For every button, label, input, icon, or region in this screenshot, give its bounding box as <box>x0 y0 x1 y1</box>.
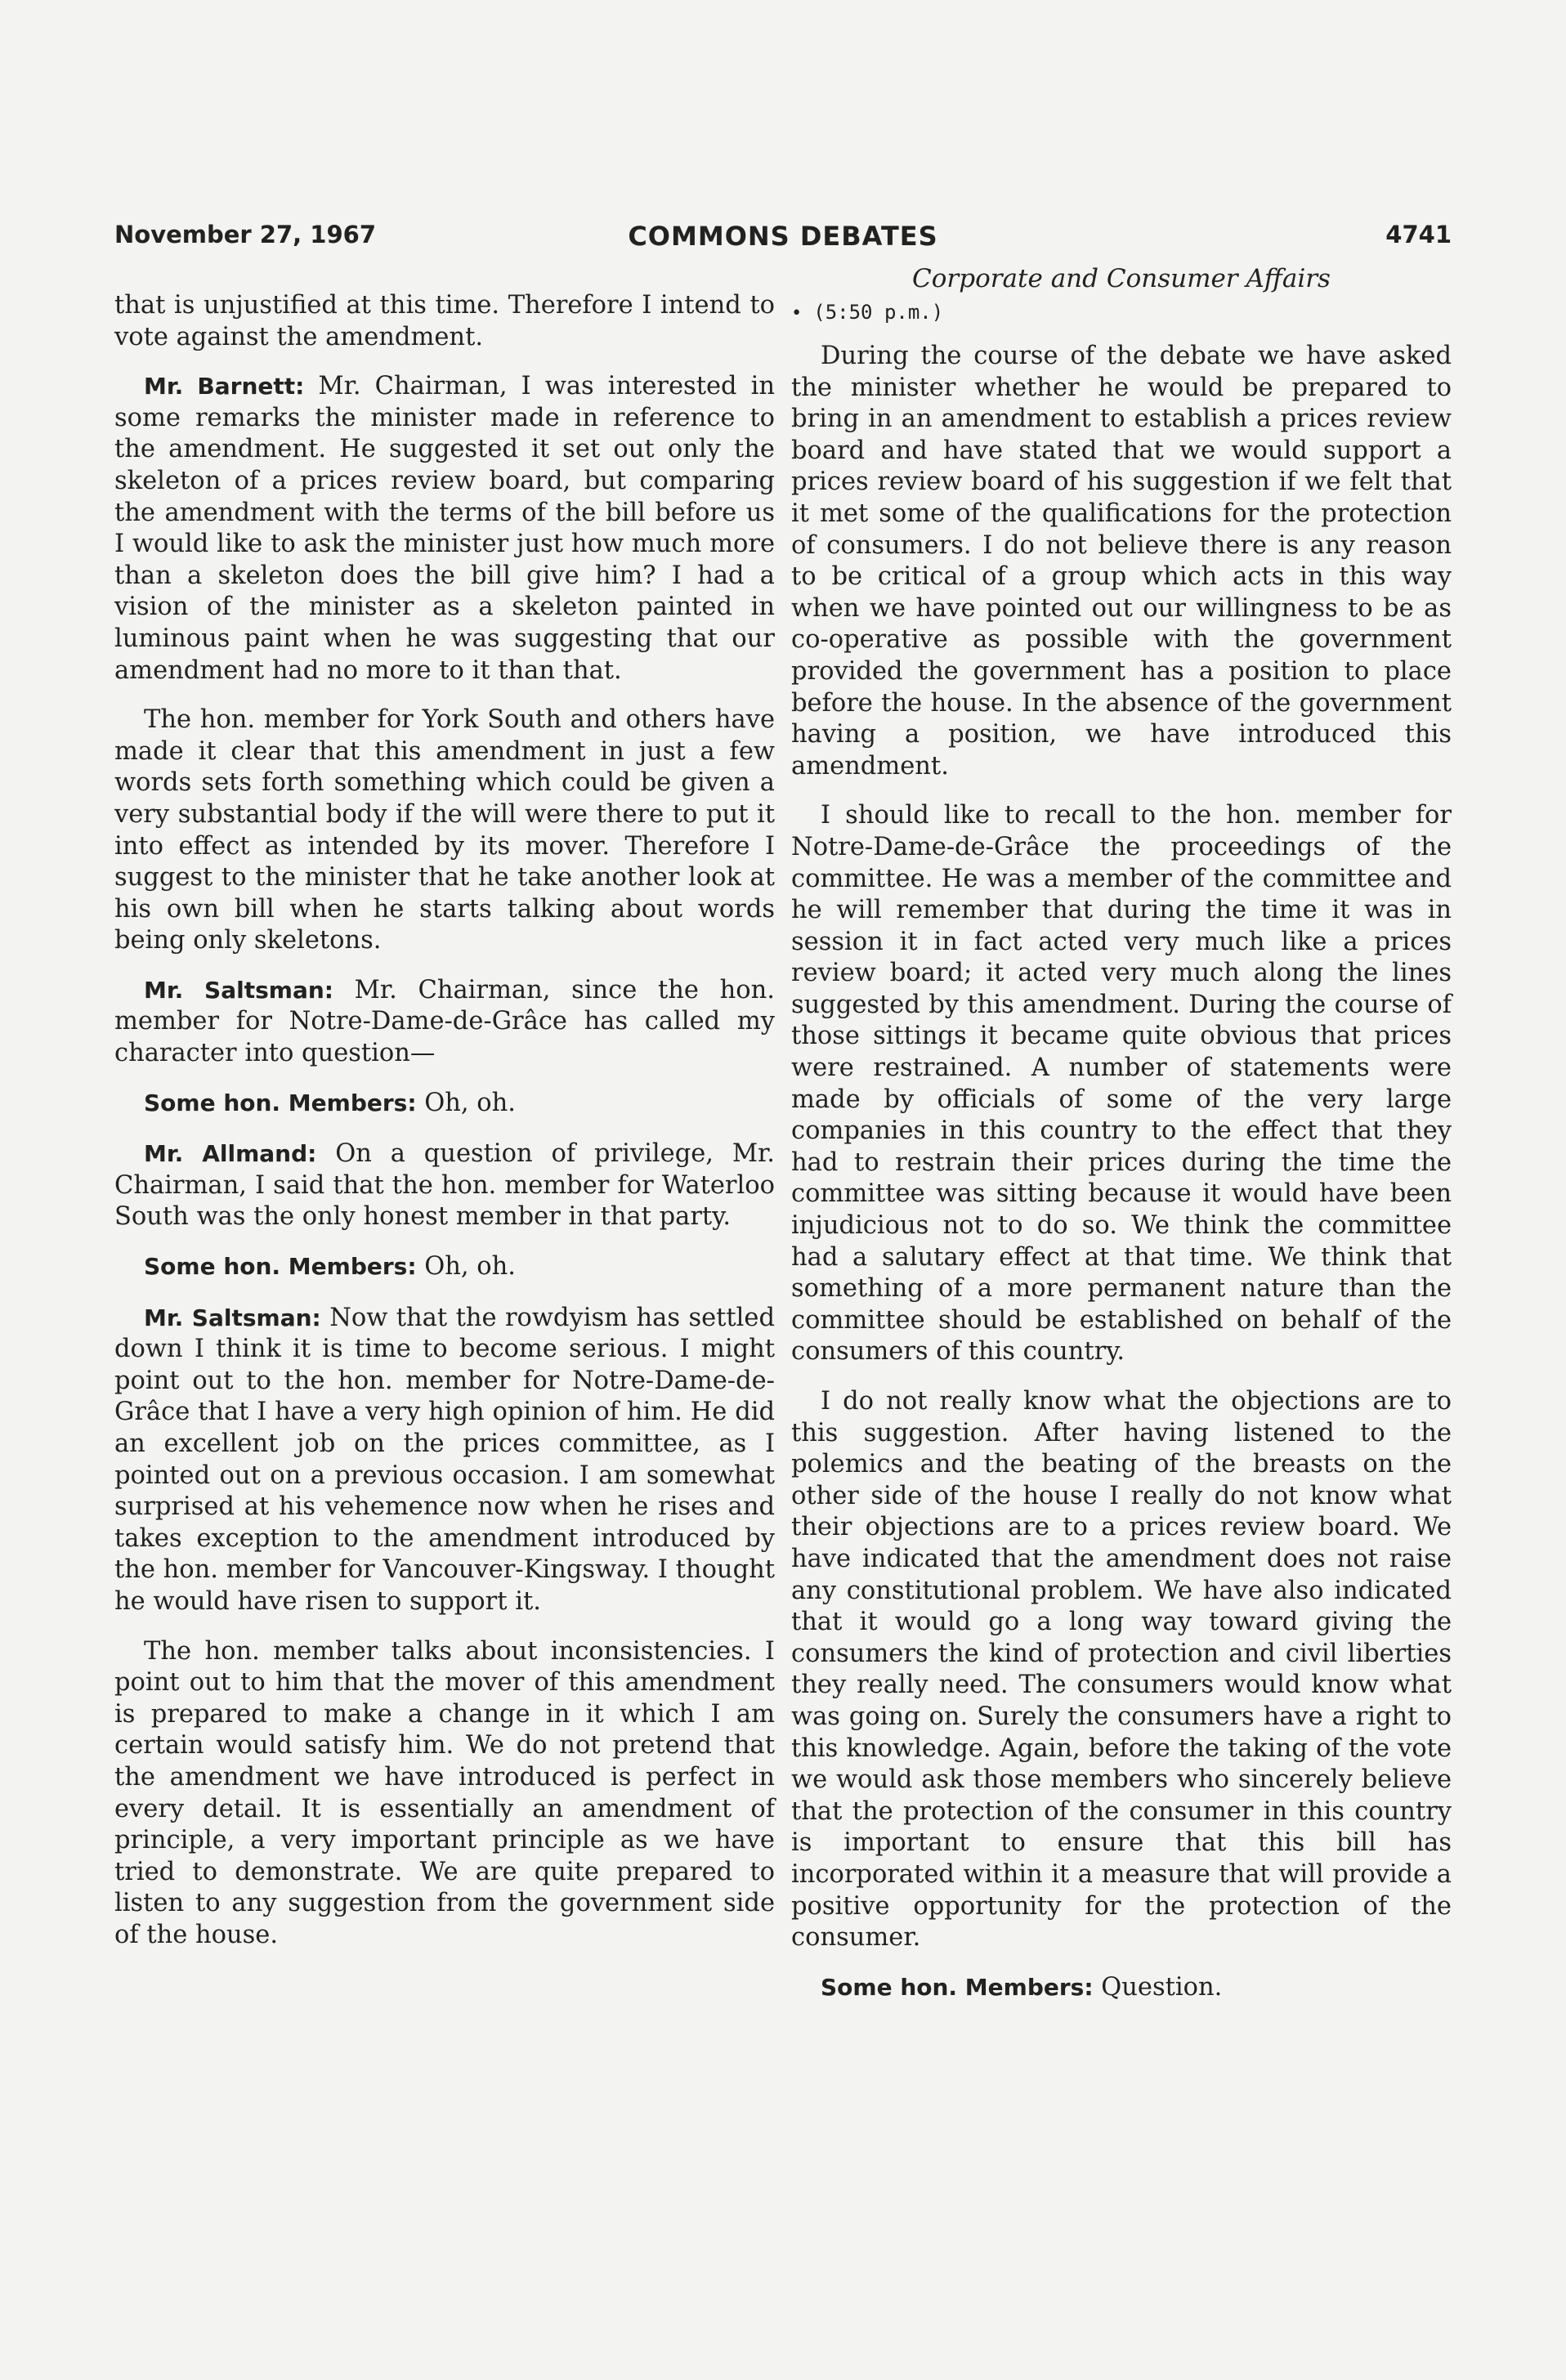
paragraph-text: Mr. Chairman, since the hon. member for Notre-Dame-de-Grâce has called my character into question— <box>114 975 775 1068</box>
paragraph-text: On a question of privilege, Mr. Chairman, I said that the hon. member for Waterloo South was the only honest member in that party. <box>114 1139 775 1232</box>
paragraph-text: that is unjustified at this time. Therefore I intend to vote against the amendment. <box>114 291 775 351</box>
paragraph-text: Oh, oh. <box>424 1088 516 1117</box>
time-stamp <box>791 298 1452 328</box>
speaker-name: Some hon. Members: <box>144 1089 417 1116</box>
paragraph <box>114 371 775 687</box>
paragraph <box>114 705 775 957</box>
paragraph <box>114 1303 775 1618</box>
speaker-name: Some hon. Members: <box>821 1973 1094 2001</box>
paragraph <box>114 1251 775 1283</box>
header-date: November 27, 1967 <box>114 221 376 248</box>
paragraph <box>791 1972 1452 2004</box>
paragraph <box>791 341 1452 782</box>
page-number: 4741 <box>1385 221 1452 248</box>
paragraph-text: Mr. Chairman, I was interested in some remarks the minister made in reference to the amendment. He suggested it set out only the skeleton of a prices review board, but comparing the amendment with the terms of the bill before us I would like to ask the minister just how much more than a skeleton does the bill give him? I had a vision of the minister as a skeleton painted in luminous paint when he was suggesting that our amendment had no more to it than that. <box>114 372 775 685</box>
paragraph <box>114 1088 775 1120</box>
paragraph-text: I do not really know what the objections are to this suggestion. After having listened to the polemics and the beating of the breasts on the other side of the house I really do not know what their objections are to a prices review board. We have indicated that the amendment does not raise any constitutional problem. We have also indicated that it would go a long way toward giving the consumers the kind of protection and civil liberties they really need. The consumers would know what was going on. Surely the consumers have a right to this knowledge. Again, before the taking of the vote we would ask those members who sincerely believe that the protection of the consumer in this country is important to ensure that this bill has incorporated within it a measure that will provide a positive opportunity for the protection of the consumer. <box>791 1387 1452 1953</box>
paragraph-text: The hon. member talks about inconsistencies. I point out to him that the mover of this amendment is prepared to make a change in it which I am certain would satisfy him. We do not pretend that the amendment we have introduced is perfect in every detail. It is essentially an amendment of principle, a very important principle as we have tried to demonstrate. We are quite prepared to listen to any suggestion from the government side of the house. <box>114 1636 775 1949</box>
paragraph <box>114 290 775 353</box>
paragraph-text: I should like to recall to the hon. member for Notre-Dame-de-Grâce the proceedings of the committee. He was a member of the committee and he will remember that during the time it was in session it in fact acted very much like a prices review board; it acted very much along the lines suggested by this amendment. During the course of those sittings it became quite obvious that prices were restrained. A number of statements were made by officials of some of the very large companies in this country to the effect that they had to restrain their prices during the time the committee was sitting because it would have been injudicious not to do so. We think the committee had a salutary effect at that time. We think that something of a more permanent nature than the committee should be established on behalf of the consumers of this country. <box>791 801 1452 1367</box>
section-title: Corporate and Consumer Affairs <box>912 264 1331 293</box>
speaker-name: Mr. Saltsman: <box>144 976 333 1004</box>
paragraph-text: Now that the rowdyism has settled down I think it is time to become serious. I might point out to the hon. member for Notre-Dame-de-Grâce that I have a very high opinion of him. He did an excellent job on the prices committee, as I pointed out on a previous occasion. I am somewhat surprised at his vehemence now when he rises and takes exception to the amendment introduced by the hon. member for Vancouver-Kingsway. I thought he would have risen to support it. <box>114 1303 776 1616</box>
right-column <box>791 262 1452 2021</box>
paragraph <box>114 975 775 1070</box>
paragraph <box>791 800 1452 1368</box>
paragraph-text: Question. <box>1101 1972 1223 2002</box>
speaker-name: Some hon. Members: <box>144 1253 417 1281</box>
time-text: (5:50 p.m.) <box>813 301 944 324</box>
paragraph-text: The hon. member for York South and others have made it clear that this amendment in just a few words sets forth something which could be given a very substantial body if the will were there to put it into effect as intended by its mover. Therefore I suggest to the minister that he take another look at his own bill when he starts talking about words being only skeletons. <box>114 705 775 955</box>
header-title: COMMONS DEBATES <box>628 221 938 252</box>
page-header <box>114 221 1452 253</box>
speaker-name: Mr. Barnett: <box>144 373 305 400</box>
paragraph <box>114 1139 775 1233</box>
paragraph-text: Oh, oh. <box>424 1252 516 1282</box>
paragraph-text: During the course of the debate we have asked the minister whether he would be prepared to bring in an amendment to establish a prices review board and have stated that we would support a prices review board of his suggestion if we felt that it met some of the qualifications for the protection of consumers. I do not believe there is any reason to be critical of a group which acts in this way when we have pointed out our willingness to be as co-operative as possible with the government provided the government has a position to place before the house. In the absence of the government having a position, we have introduced this amendment. <box>791 342 1452 781</box>
speaker-name: Mr. Allmand: <box>144 1140 317 1168</box>
left-column <box>114 290 775 1970</box>
paragraph <box>114 1636 775 1952</box>
bullet-icon: • <box>791 303 803 324</box>
speaker-name: Mr. Saltsman: <box>144 1304 321 1331</box>
paragraph <box>791 1386 1452 1954</box>
